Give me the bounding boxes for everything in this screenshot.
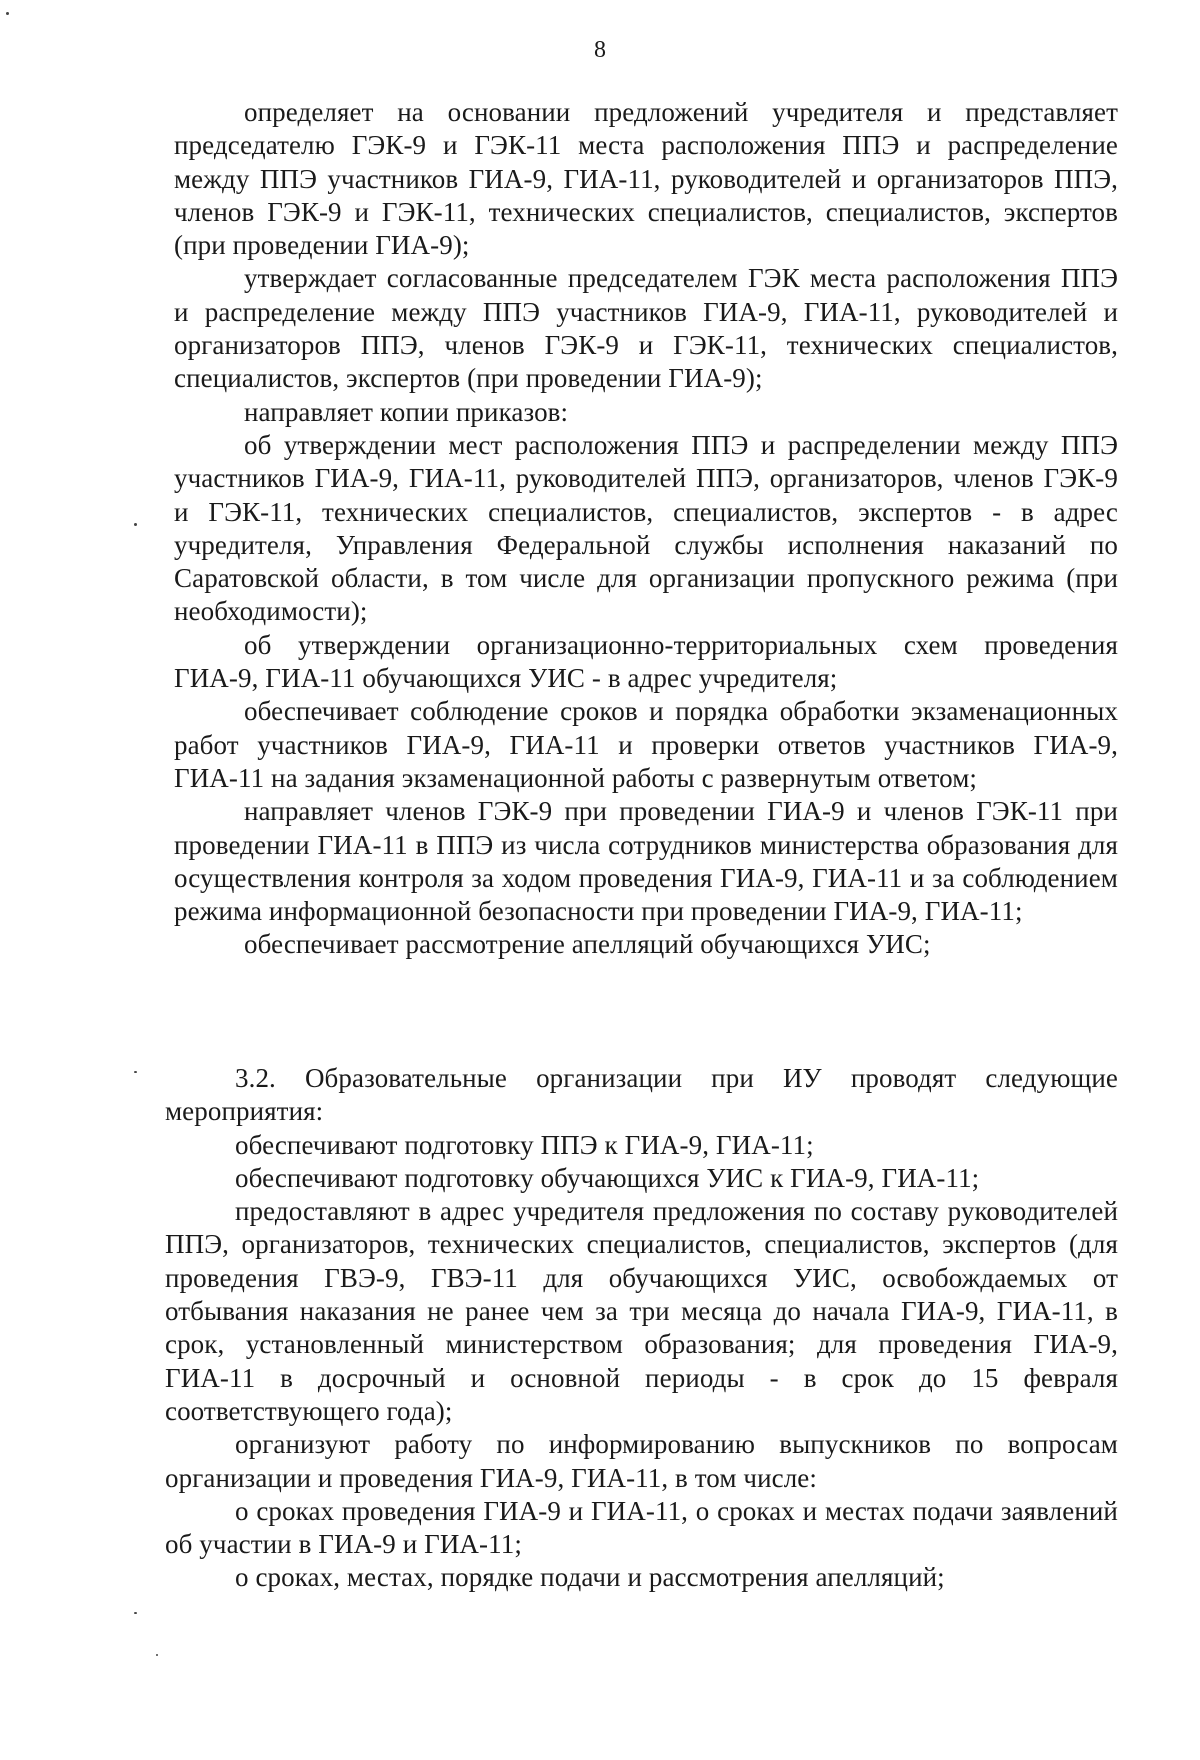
scan-speck (134, 1612, 137, 1614)
paragraph: направляет копии приказов: (244, 396, 569, 427)
document-body-lower (165, 1062, 1118, 1595)
paragraph: определяет на основании предложений учредителя и представляет председателю ГЭК-9 и ГЭК-11 места расположения ППЭ и распределение между ППЭ участников ГИА-9, ГИА-11, руководителей и организаторов ППЭ, членов ГЭК-9 и ГЭК-11, технических специалистов, специалистов, экспертов (при проведении ГИА-9); (174, 97, 1118, 261)
section-heading-paragraph: 3.2. Образовательные организации при ИУ проводят следующие мероприятия: (165, 1063, 1118, 1127)
paragraph: о сроках, местах, порядке подачи и рассмотрения апелляций; (235, 1562, 945, 1593)
paragraph: организуют работу по информированию выпускников по вопросам организации и проведения ГИА-9, ГИА-11, в том числе: (165, 1429, 1118, 1493)
paragraph: направляет членов ГЭК-9 при проведении ГИА-9 и членов ГЭК-11 при проведении ГИА-11 в ППЭ из числа сотрудников министерства образования для осуществления контроля за ходом проведения ГИА-9, ГИА-11 и за соблюдением режима информационной безопасности при проведении ГИА-9, ГИА-11; (174, 796, 1118, 927)
scan-speck (6, 12, 9, 15)
paragraph: обеспечивают подготовку обучающихся УИС к ГИА-9, ГИА-11; (235, 1162, 980, 1193)
paragraph: обеспечивает рассмотрение апелляций обучающихся УИС; (244, 929, 931, 960)
paragraph: обеспечивают подготовку ППЭ к ГИА-9, ГИА-11; (235, 1129, 814, 1160)
paragraph: утверждает согласованные председателем ГЭК места расположения ППЭ и распределение между ППЭ участников ГИА-9, ГИА-11, руководителей и организаторов ППЭ, членов ГЭК-9 и ГЭК-11, технических специалистов, специалистов, экспертов (при проведении ГИА-9); (174, 263, 1118, 394)
page-number: 8 (594, 37, 606, 63)
paragraph: об утверждении организационно-территориальных схем проведения ГИА-9, ГИА-11 обучающихся УИС - в адрес учредителя; (174, 629, 1118, 694)
paragraph: о сроках проведения ГИА-9 и ГИА-11, о сроках и местах подачи заявлений об участии в ГИА-9 и ГИА-11; (165, 1495, 1118, 1560)
scan-speck (134, 523, 137, 526)
scan-speck (156, 1654, 158, 1656)
paragraph: предоставляют в адрес учредителя предложения по составу руководителей ППЭ, организаторов, технических специалистов, специалистов, экспертов (для проведения ГВЭ-9, ГВЭ-11 для обучающихся УИС, освобождаемых от отбывания наказания не ранее чем за три месяца до начала ГИА-9, ГИА-11, в срок, установленный министерством образования; для проведения ГИА-9, ГИА-11 в досрочный и основной периоды - в срок до 15 февраля соответствующего года); (165, 1196, 1118, 1426)
paragraph: об утверждении мест расположения ППЭ и распределении между ППЭ участников ГИА-9, ГИА-11, руководителей ППЭ, организаторов, членов ГЭК-9 и ГЭК-11, технических специалистов, специалистов, экспертов - в адрес учредителя, Управления Федеральной службы исполнения наказаний по Саратовской области, в том числе для организации пропускного режима (при необходимости); (174, 429, 1118, 627)
scan-speck (134, 1071, 137, 1073)
document-body-upper (174, 96, 1118, 962)
paragraph: обеспечивает соблюдение сроков и порядка обработки экзаменационных работ участников ГИА-9, ГИА-11 и проверки ответов участников ГИА-9, ГИА-11 на задания экзаменационной работы с развернутым ответом; (174, 696, 1118, 793)
